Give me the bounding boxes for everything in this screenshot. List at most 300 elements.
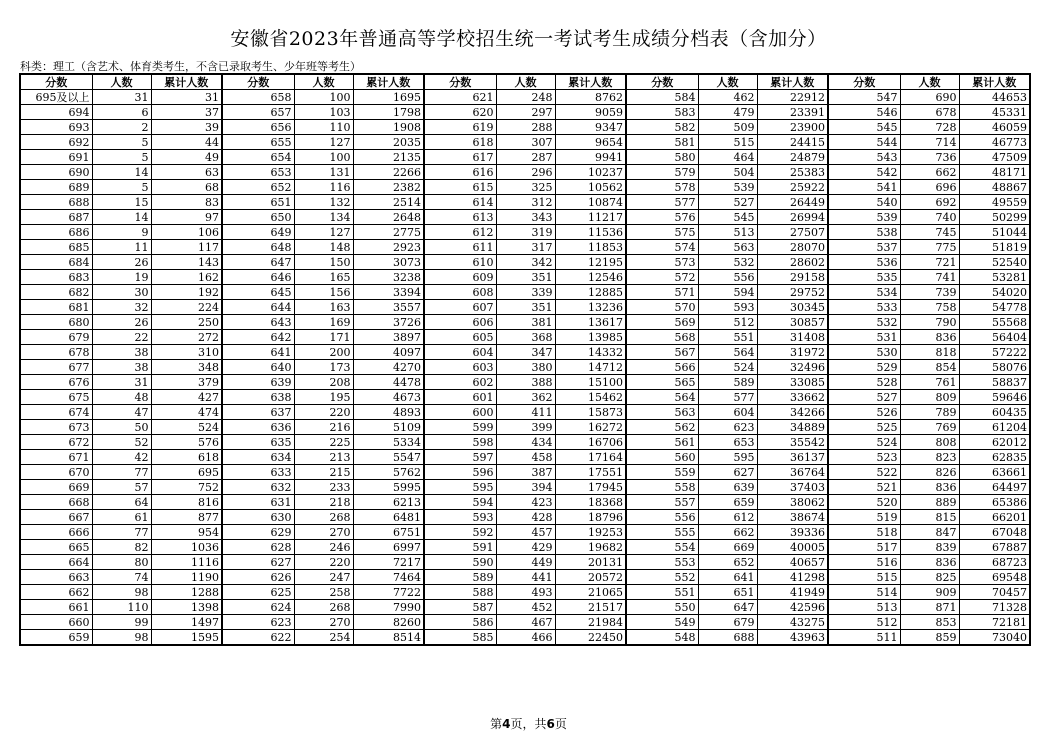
score-cell: 524: [828, 435, 900, 450]
score-cell: 529: [828, 360, 900, 375]
cumulative-cell: 65386: [959, 495, 1030, 510]
count-cell: 14: [92, 165, 151, 180]
cumulative-cell: 3726: [353, 315, 424, 330]
count-cell: 815: [900, 510, 959, 525]
score-cell: 639: [222, 375, 294, 390]
table-body: [20, 90, 1030, 646]
count-cell: 604: [698, 405, 757, 420]
cumulative-cell: 31: [151, 90, 222, 105]
score-cell: 589: [424, 570, 496, 585]
score-cell: 535: [828, 270, 900, 285]
score-cell: 602: [424, 375, 496, 390]
table-row: [20, 600, 1030, 615]
count-cell: 653: [698, 435, 757, 450]
cumulative-cell: 12546: [555, 270, 626, 285]
score-cell: 609: [424, 270, 496, 285]
count-cell: 909: [900, 585, 959, 600]
score-cell: 526: [828, 405, 900, 420]
score-cell: 520: [828, 495, 900, 510]
header-score: 分数: [626, 74, 698, 90]
score-cell: 513: [828, 600, 900, 615]
count-cell: 761: [900, 375, 959, 390]
table-row: [20, 285, 1030, 300]
score-cell: 658: [222, 90, 294, 105]
count-cell: 696: [900, 180, 959, 195]
cumulative-cell: 379: [151, 375, 222, 390]
count-cell: 248: [496, 90, 555, 105]
count-cell: 19: [92, 270, 151, 285]
count-cell: 131: [294, 165, 353, 180]
count-cell: 5: [92, 180, 151, 195]
count-cell: 127: [294, 135, 353, 150]
count-cell: 871: [900, 600, 959, 615]
cumulative-cell: 46773: [959, 135, 1030, 150]
header-score: 分数: [222, 74, 294, 90]
score-cell: 608: [424, 285, 496, 300]
table-row: [20, 150, 1030, 165]
count-cell: 641: [698, 570, 757, 585]
cumulative-cell: 11853: [555, 240, 626, 255]
cumulative-cell: 695: [151, 465, 222, 480]
table-row: [20, 90, 1030, 105]
count-cell: 826: [900, 465, 959, 480]
score-cell: 688: [20, 195, 92, 210]
table-row: [20, 630, 1030, 646]
score-cell: 690: [20, 165, 92, 180]
cumulative-cell: 39336: [757, 525, 828, 540]
cumulative-cell: 9941: [555, 150, 626, 165]
score-cell: 590: [424, 555, 496, 570]
header-score: 分数: [424, 74, 496, 90]
score-cell: 640: [222, 360, 294, 375]
score-cell: 582: [626, 120, 698, 135]
cumulative-cell: 4097: [353, 345, 424, 360]
score-cell: 634: [222, 450, 294, 465]
cumulative-cell: 272: [151, 330, 222, 345]
count-cell: 745: [900, 225, 959, 240]
cumulative-cell: 524: [151, 420, 222, 435]
cumulative-cell: 26449: [757, 195, 828, 210]
score-cell: 666: [20, 525, 92, 540]
count-cell: 31: [92, 90, 151, 105]
count-cell: 57: [92, 480, 151, 495]
cumulative-cell: 5109: [353, 420, 424, 435]
cumulative-cell: 1695: [353, 90, 424, 105]
footer-prefix: 第: [490, 717, 503, 731]
count-cell: 134: [294, 210, 353, 225]
score-cell: 515: [828, 570, 900, 585]
score-cell: 664: [20, 555, 92, 570]
cumulative-cell: 17551: [555, 465, 626, 480]
count-cell: 165: [294, 270, 353, 285]
score-cell: 636: [222, 420, 294, 435]
cumulative-cell: 576: [151, 435, 222, 450]
count-cell: 38: [92, 360, 151, 375]
count-cell: 14: [92, 210, 151, 225]
cumulative-cell: 7990: [353, 600, 424, 615]
cumulative-cell: 11217: [555, 210, 626, 225]
count-cell: 381: [496, 315, 555, 330]
count-cell: 26: [92, 255, 151, 270]
count-cell: 854: [900, 360, 959, 375]
cumulative-cell: 9347: [555, 120, 626, 135]
count-cell: 215: [294, 465, 353, 480]
score-cell: 641: [222, 345, 294, 360]
count-cell: 678: [900, 105, 959, 120]
count-cell: 853: [900, 615, 959, 630]
count-cell: 524: [698, 360, 757, 375]
table-row: [20, 165, 1030, 180]
score-cell: 586: [424, 615, 496, 630]
table-row: [20, 240, 1030, 255]
table-row: [20, 180, 1030, 195]
count-cell: 169: [294, 315, 353, 330]
score-cell: 684: [20, 255, 92, 270]
header-cumulative: 累计人数: [555, 74, 626, 90]
count-cell: 627: [698, 465, 757, 480]
count-cell: 103: [294, 105, 353, 120]
count-cell: 545: [698, 210, 757, 225]
count-cell: 736: [900, 150, 959, 165]
score-cell: 657: [222, 105, 294, 120]
table-row: [20, 315, 1030, 330]
score-cell: 596: [424, 465, 496, 480]
score-cell: 650: [222, 210, 294, 225]
count-cell: 692: [900, 195, 959, 210]
cumulative-cell: 17164: [555, 450, 626, 465]
score-cell: 534: [828, 285, 900, 300]
score-cell: 570: [626, 300, 698, 315]
score-cell: 543: [828, 150, 900, 165]
score-cell: 569: [626, 315, 698, 330]
score-cell: 599: [424, 420, 496, 435]
count-cell: 836: [900, 480, 959, 495]
cumulative-cell: 68723: [959, 555, 1030, 570]
count-cell: 428: [496, 510, 555, 525]
score-cell: 678: [20, 345, 92, 360]
cumulative-cell: 43963: [757, 630, 828, 646]
cumulative-cell: 31408: [757, 330, 828, 345]
score-cell: 689: [20, 180, 92, 195]
score-cell: 574: [626, 240, 698, 255]
cumulative-cell: 6751: [353, 525, 424, 540]
score-cell: 581: [626, 135, 698, 150]
cumulative-cell: 33662: [757, 390, 828, 405]
count-cell: 268: [294, 510, 353, 525]
count-cell: 823: [900, 450, 959, 465]
cumulative-cell: 62835: [959, 450, 1030, 465]
score-cell: 663: [20, 570, 92, 585]
cumulative-cell: 57222: [959, 345, 1030, 360]
table-row: [20, 405, 1030, 420]
score-cell: 555: [626, 525, 698, 540]
count-cell: 208: [294, 375, 353, 390]
cumulative-cell: 11536: [555, 225, 626, 240]
count-cell: 80: [92, 555, 151, 570]
count-cell: 307: [496, 135, 555, 150]
count-cell: 347: [496, 345, 555, 360]
count-cell: 9: [92, 225, 151, 240]
cumulative-cell: 24415: [757, 135, 828, 150]
cumulative-cell: 5762: [353, 465, 424, 480]
score-cell: 638: [222, 390, 294, 405]
table-row: [20, 225, 1030, 240]
score-cell: 583: [626, 105, 698, 120]
cumulative-cell: 6213: [353, 495, 424, 510]
cumulative-cell: 56404: [959, 330, 1030, 345]
count-cell: 741: [900, 270, 959, 285]
table-row: [20, 465, 1030, 480]
score-cell: 546: [828, 105, 900, 120]
score-cell: 566: [626, 360, 698, 375]
count-cell: 740: [900, 210, 959, 225]
count-cell: 200: [294, 345, 353, 360]
score-cell: 554: [626, 540, 698, 555]
table-row: [20, 615, 1030, 630]
count-cell: 195: [294, 390, 353, 405]
cumulative-cell: 46059: [959, 120, 1030, 135]
score-cell: 600: [424, 405, 496, 420]
cumulative-cell: 2775: [353, 225, 424, 240]
count-cell: 556: [698, 270, 757, 285]
score-cell: 512: [828, 615, 900, 630]
count-cell: 220: [294, 405, 353, 420]
cumulative-cell: 29158: [757, 270, 828, 285]
count-cell: 351: [496, 270, 555, 285]
count-cell: 26: [92, 315, 151, 330]
table-row: [20, 210, 1030, 225]
footer-middle: 页，共: [510, 717, 547, 731]
count-cell: 5: [92, 150, 151, 165]
count-cell: 100: [294, 90, 353, 105]
cumulative-cell: 13617: [555, 315, 626, 330]
cumulative-cell: 67887: [959, 540, 1030, 555]
header-count: 人数: [294, 74, 353, 90]
cumulative-cell: 1908: [353, 120, 424, 135]
count-cell: 220: [294, 555, 353, 570]
count-cell: 11: [92, 240, 151, 255]
table-row: [20, 570, 1030, 585]
cumulative-cell: 250: [151, 315, 222, 330]
score-cell: 655: [222, 135, 294, 150]
cumulative-cell: 2382: [353, 180, 424, 195]
current-page-number: 4: [502, 717, 511, 731]
header-count: 人数: [92, 74, 151, 90]
cumulative-cell: 21517: [555, 600, 626, 615]
cumulative-cell: 23900: [757, 120, 828, 135]
cumulative-cell: 28602: [757, 255, 828, 270]
score-cell: 648: [222, 240, 294, 255]
score-cell: 518: [828, 525, 900, 540]
score-cell: 683: [20, 270, 92, 285]
count-cell: 593: [698, 300, 757, 315]
cumulative-cell: 71328: [959, 600, 1030, 615]
score-cell: 525: [828, 420, 900, 435]
count-cell: 110: [294, 120, 353, 135]
cumulative-cell: 38674: [757, 510, 828, 525]
count-cell: 449: [496, 555, 555, 570]
score-cell: 693: [20, 120, 92, 135]
cumulative-cell: 22450: [555, 630, 626, 646]
score-cell: 625: [222, 585, 294, 600]
score-cell: 612: [424, 225, 496, 240]
score-cell: 564: [626, 390, 698, 405]
count-cell: 563: [698, 240, 757, 255]
cumulative-cell: 44653: [959, 90, 1030, 105]
score-cell: 675: [20, 390, 92, 405]
cumulative-cell: 224: [151, 300, 222, 315]
score-cell: 681: [20, 300, 92, 315]
score-cell: 647: [222, 255, 294, 270]
table-row: [20, 495, 1030, 510]
cumulative-cell: 618: [151, 450, 222, 465]
cumulative-cell: 3394: [353, 285, 424, 300]
table-row: [20, 255, 1030, 270]
score-cell: 545: [828, 120, 900, 135]
cumulative-cell: 61204: [959, 420, 1030, 435]
cumulative-cell: 162: [151, 270, 222, 285]
count-cell: 343: [496, 210, 555, 225]
cumulative-cell: 39: [151, 120, 222, 135]
score-cell: 597: [424, 450, 496, 465]
table-row: [20, 525, 1030, 540]
score-cell: 591: [424, 540, 496, 555]
table-row: [20, 585, 1030, 600]
score-cell: 575: [626, 225, 698, 240]
score-cell: 623: [222, 615, 294, 630]
header-cumulative: 累计人数: [353, 74, 424, 90]
count-cell: 493: [496, 585, 555, 600]
cumulative-cell: 3897: [353, 330, 424, 345]
table-row: [20, 135, 1030, 150]
cumulative-cell: 18368: [555, 495, 626, 510]
score-cell: 621: [424, 90, 496, 105]
count-cell: 254: [294, 630, 353, 646]
header-row: [20, 74, 1030, 90]
score-cell: 628: [222, 540, 294, 555]
cumulative-cell: 83: [151, 195, 222, 210]
score-cell: 694: [20, 105, 92, 120]
score-cell: 523: [828, 450, 900, 465]
count-cell: 99: [92, 615, 151, 630]
cumulative-cell: 19253: [555, 525, 626, 540]
count-cell: 466: [496, 630, 555, 646]
count-cell: 512: [698, 315, 757, 330]
cumulative-cell: 117: [151, 240, 222, 255]
score-cell: 557: [626, 495, 698, 510]
score-cell: 540: [828, 195, 900, 210]
count-cell: 50: [92, 420, 151, 435]
score-cell: 618: [424, 135, 496, 150]
table-row: [20, 375, 1030, 390]
count-cell: 458: [496, 450, 555, 465]
cumulative-cell: 34889: [757, 420, 828, 435]
cumulative-cell: 20131: [555, 555, 626, 570]
count-cell: 513: [698, 225, 757, 240]
count-cell: 527: [698, 195, 757, 210]
score-cell: 585: [424, 630, 496, 646]
count-cell: 31: [92, 375, 151, 390]
count-cell: 42: [92, 450, 151, 465]
header-score: 分数: [828, 74, 900, 90]
score-cell: 668: [20, 495, 92, 510]
count-cell: 173: [294, 360, 353, 375]
score-cell: 660: [20, 615, 92, 630]
cumulative-cell: 2923: [353, 240, 424, 255]
page-title: 安徽省2023年普通高等学校招生统一考试考生成绩分档表（含加分）: [230, 28, 827, 50]
footer-suffix: 页: [554, 717, 567, 731]
score-cell: 659: [20, 630, 92, 646]
score-cell: 542: [828, 165, 900, 180]
score-cell: 661: [20, 600, 92, 615]
score-cell: 559: [626, 465, 698, 480]
count-cell: 32: [92, 300, 151, 315]
count-cell: 839: [900, 540, 959, 555]
score-cell: 532: [828, 315, 900, 330]
cumulative-cell: 48171: [959, 165, 1030, 180]
score-cell: 548: [626, 630, 698, 646]
cumulative-cell: 28070: [757, 240, 828, 255]
count-cell: 688: [698, 630, 757, 646]
cumulative-cell: 45331: [959, 105, 1030, 120]
score-cell: 626: [222, 570, 294, 585]
cumulative-cell: 31972: [757, 345, 828, 360]
cumulative-cell: 69548: [959, 570, 1030, 585]
cumulative-cell: 8762: [555, 90, 626, 105]
cumulative-cell: 5547: [353, 450, 424, 465]
count-cell: 47: [92, 405, 151, 420]
cumulative-cell: 16706: [555, 435, 626, 450]
score-cell: 547: [828, 90, 900, 105]
cumulative-cell: 877: [151, 510, 222, 525]
count-cell: 247: [294, 570, 353, 585]
count-cell: 98: [92, 585, 151, 600]
cumulative-cell: 21984: [555, 615, 626, 630]
cumulative-cell: 73040: [959, 630, 1030, 646]
count-cell: 270: [294, 615, 353, 630]
score-cell: 579: [626, 165, 698, 180]
count-cell: 388: [496, 375, 555, 390]
table-row: [20, 390, 1030, 405]
score-cell: 682: [20, 285, 92, 300]
count-cell: 652: [698, 555, 757, 570]
score-cell: 622: [222, 630, 294, 646]
table-row: [20, 450, 1030, 465]
cumulative-cell: 1595: [151, 630, 222, 646]
score-cell: 595: [424, 480, 496, 495]
cumulative-cell: 37403: [757, 480, 828, 495]
score-cell: 567: [626, 345, 698, 360]
count-cell: 351: [496, 300, 555, 315]
score-cell: 519: [828, 510, 900, 525]
table-row: [20, 555, 1030, 570]
header-count: 人数: [496, 74, 555, 90]
cumulative-cell: 1288: [151, 585, 222, 600]
count-cell: 319: [496, 225, 555, 240]
cumulative-cell: 954: [151, 525, 222, 540]
score-cell: 645: [222, 285, 294, 300]
count-cell: 836: [900, 330, 959, 345]
count-cell: 679: [698, 615, 757, 630]
cumulative-cell: 2648: [353, 210, 424, 225]
count-cell: 639: [698, 480, 757, 495]
score-cell: 565: [626, 375, 698, 390]
cumulative-cell: 427: [151, 390, 222, 405]
score-cell: 577: [626, 195, 698, 210]
score-cell: 538: [828, 225, 900, 240]
count-cell: 464: [698, 150, 757, 165]
count-cell: 61: [92, 510, 151, 525]
